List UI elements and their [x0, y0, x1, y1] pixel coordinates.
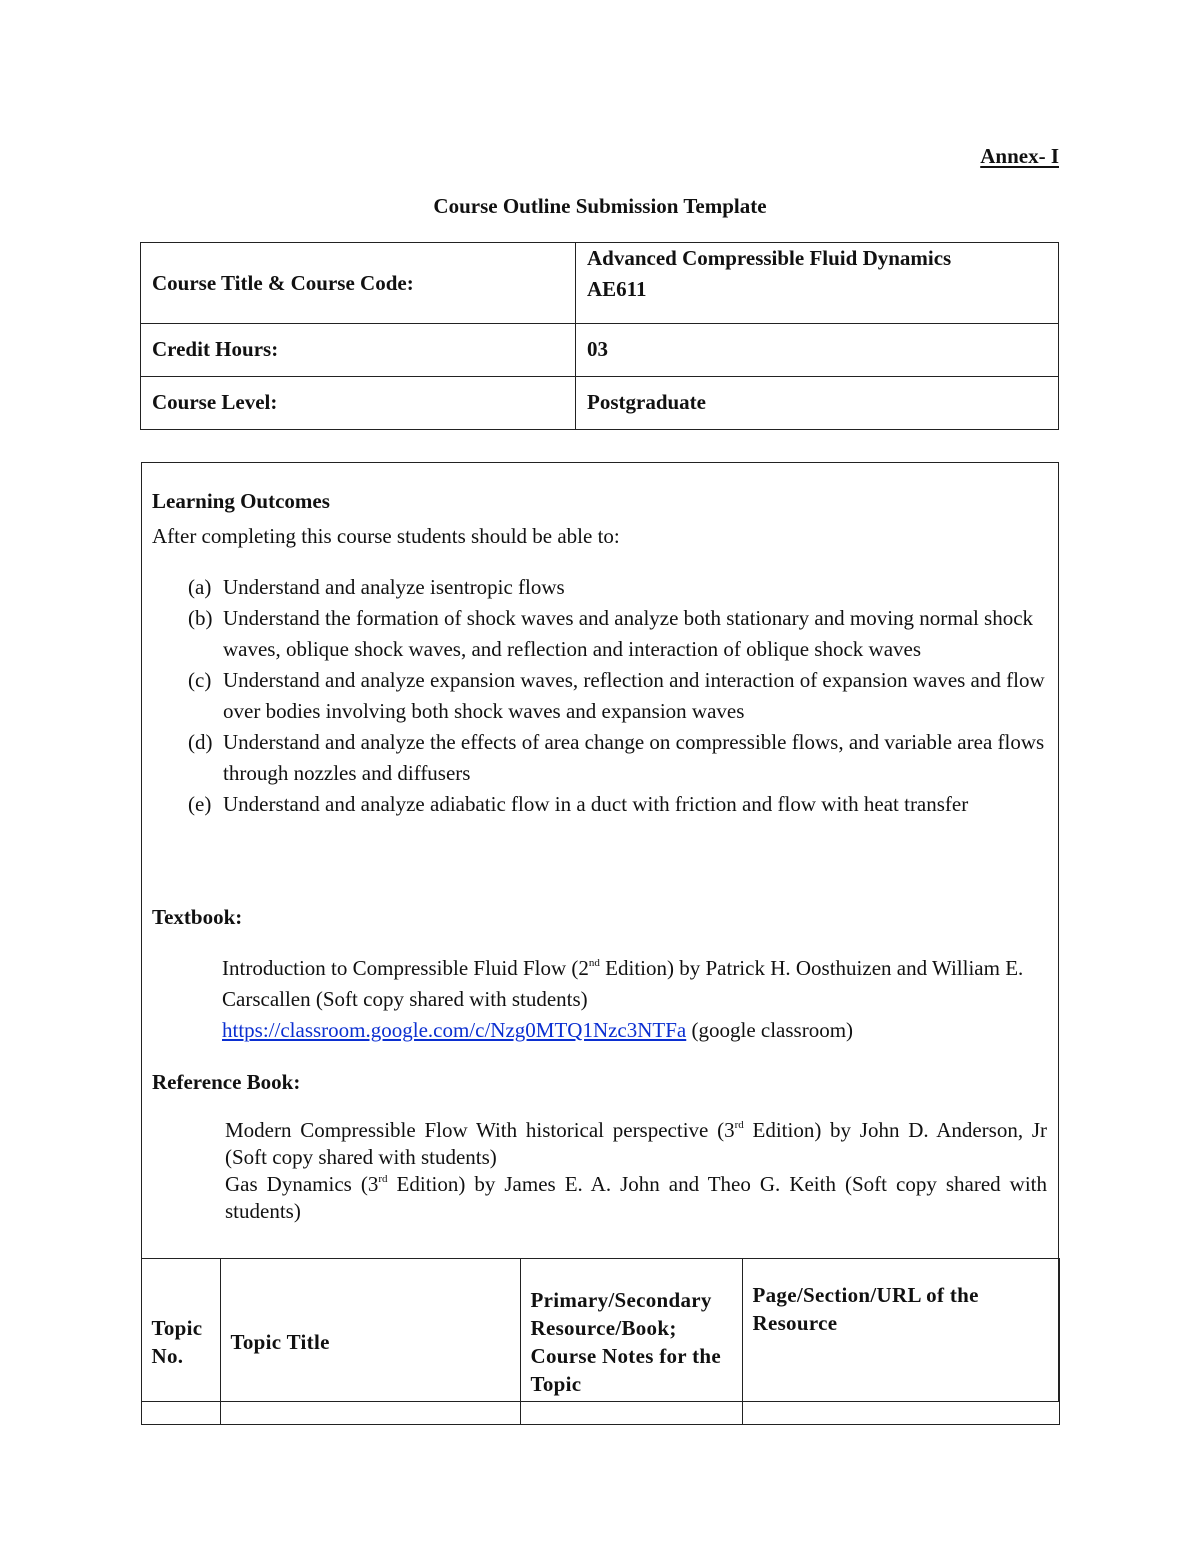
- list-item: [152, 603, 1048, 665]
- list-item: [152, 727, 1048, 789]
- reference-book-2-part2: Edition) by James E. A. John and Theo G. Keith (Soft copy shared with students): [225, 1172, 1047, 1223]
- textbook-edition-sup: nd: [588, 957, 600, 969]
- textbook-entry: [222, 953, 1048, 1046]
- reference-book-entries: [225, 1117, 1047, 1225]
- credit-hours-label: Credit Hours:: [141, 324, 576, 377]
- header-topic-title: Topic Title: [220, 1259, 520, 1425]
- header-resource: Primary/Secondary Resource/Book; Course Notes for the Topic: [520, 1259, 742, 1425]
- list-item: [152, 572, 1048, 603]
- learning-outcomes-heading: Learning Outcomes: [152, 489, 330, 513]
- textbook-link-note: (google classroom): [686, 1018, 854, 1042]
- list-item: [152, 789, 1048, 820]
- list-item-text: Understand and analyze expansion waves, reflection and interaction of expansion waves and flow over bodies involving both shock waves and expansion waves: [223, 668, 1045, 723]
- course-details-box: [141, 462, 1059, 1402]
- header-page-section-url: Page/Section/URL of the Resource: [742, 1259, 1059, 1425]
- list-item-text: Understand and analyze adiabatic flow in a duct with friction and flow with heat transfer: [223, 792, 969, 816]
- credit-hours-value: 03: [576, 324, 1059, 377]
- reference-book-1-part1: Modern Compressible Flow With historical perspective (3: [225, 1118, 735, 1142]
- list-marker: (d): [188, 730, 213, 754]
- learning-outcomes-list: [152, 572, 1048, 820]
- list-item-text: Understand the formation of shock waves and analyze both stationary and moving normal shock waves, oblique shock waves, and reflection and interaction of oblique shock waves: [223, 606, 1034, 661]
- reference-book-2-sup: rd: [378, 1173, 388, 1185]
- textbook-text-part1: Introduction to Compressible Fluid Flow (2: [222, 956, 589, 980]
- course-level-value: Postgraduate: [576, 377, 1059, 430]
- list-marker: (c): [188, 668, 212, 692]
- course-title-value: [576, 243, 1059, 324]
- textbook-heading: Textbook:: [152, 905, 243, 929]
- list-marker: (a): [188, 575, 212, 599]
- topics-table-header-row: [141, 1259, 1059, 1425]
- reference-book-2-part1: Gas Dynamics (3: [225, 1172, 379, 1196]
- course-title-row: [141, 243, 1059, 324]
- list-item-text: Understand and analyze isentropic flows: [223, 575, 565, 599]
- classroom-link[interactable]: https://classroom.google.com/c/Nzg0MTQ1Nzc3NTFa: [222, 1018, 687, 1042]
- course-title-label: Course Title & Course Code:: [141, 243, 576, 324]
- reference-book-heading: Reference Book:: [152, 1070, 301, 1094]
- learning-outcomes-intro: After completing this course students should be able to:: [152, 524, 620, 548]
- course-info-table: [140, 242, 1059, 430]
- textbook-text-part2: Edition) by Patrick H. Oosthuizen and William E. Carscallen (Soft copy shared with students): [222, 956, 1024, 1011]
- reference-book-1-part2: Edition) by John D. Anderson, Jr (Soft copy shared with students): [225, 1118, 1047, 1169]
- list-marker: (e): [188, 792, 212, 816]
- list-item-text: Understand and analyze the effects of area change on compressible flows, and variable area flows through nozzles and diffusers: [223, 730, 1045, 785]
- course-code-text: AE611: [587, 277, 647, 301]
- header-topic-no: Topic No.: [141, 1259, 220, 1425]
- reference-book-1-sup: rd: [734, 1119, 744, 1131]
- course-level-row: [141, 377, 1059, 430]
- list-item: [152, 665, 1048, 727]
- reference-book-2: [225, 1171, 1047, 1225]
- course-level-label: Course Level:: [141, 377, 576, 430]
- list-marker: (b): [188, 606, 213, 630]
- credit-hours-row: [141, 324, 1059, 377]
- course-title-text: Advanced Compressible Fluid Dynamics: [587, 246, 952, 270]
- page-title: Course Outline Submission Template: [433, 194, 767, 218]
- reference-book-1: [225, 1117, 1047, 1171]
- annex-label: Annex- I: [980, 144, 1059, 168]
- topics-table: [141, 1258, 1060, 1425]
